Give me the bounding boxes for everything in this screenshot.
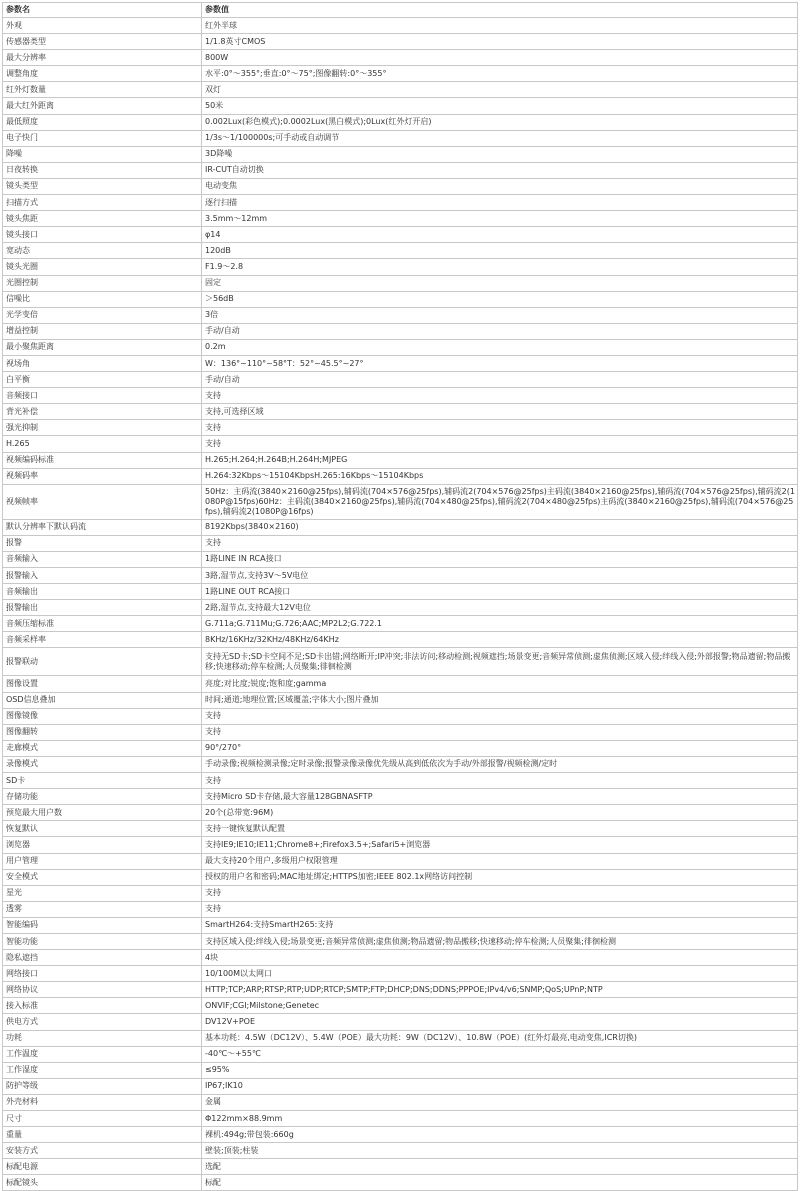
param-value-cell: HTTP;TCP;ARP;RTSP;RTP;UDP;RTCP;SMTP;FTP;DHCP;DNS;DDNS;PPPOE;IPv4/v6;SNMP;QoS;UPnP;NTP [202,982,798,998]
table-row [3,616,798,632]
param-name-cell: 日夜转换 [3,162,202,178]
param-name-cell: 网络接口 [3,966,202,982]
param-name-cell: 防护等级 [3,1078,202,1094]
param-value-cell: DV12V+POE [202,1014,798,1030]
table-row [3,901,798,917]
param-name-cell: 用户管理 [3,853,202,869]
table-row [3,178,798,194]
param-name-cell: 视场角 [3,355,202,371]
param-value-cell: 最大支持20个用户,多级用户权限管理 [202,853,798,869]
table-row [3,468,798,484]
header-param-value: 参数值 [202,3,798,18]
param-name-cell: 传感器类型 [3,34,202,50]
param-value-cell: 手动录像;视频检测录像;定时录像;报警录像录像优先级从高到低依次为手动/外部报警/视频检测/定时 [202,756,798,772]
param-value-cell: 8KHz/16KHz/32KHz/48KHz/64KHz [202,632,798,648]
table-row [3,1143,798,1159]
param-name-cell: 背光补偿 [3,404,202,420]
param-value-cell: 支持 [202,436,798,452]
header-param-name: 参数名 [3,3,202,18]
param-value-cell: 亮度;对比度;锐度;饱和度;gamma [202,676,798,692]
table-row [3,50,798,66]
table-row [3,998,798,1014]
spec-table [2,2,798,1191]
param-name-cell: 最大分辨率 [3,50,202,66]
param-value-cell: ONVIF;CGI;Milstone;Genetec [202,998,798,1014]
param-value-cell: 授权的用户名和密码;MAC地址绑定;HTTPS加密;IEEE 802.1x网络访问控制 [202,869,798,885]
table-row [3,869,798,885]
param-name-cell: 隐私遮挡 [3,950,202,966]
param-name-cell: 镜头焦距 [3,211,202,227]
param-name-cell: 安装方式 [3,1143,202,1159]
param-value-cell: 壁装;顶装;柱装 [202,1143,798,1159]
table-row [3,1030,798,1046]
param-name-cell: 默认分辨率下默认码流 [3,519,202,535]
param-name-cell: 工作湿度 [3,1062,202,1078]
param-value-cell: H.265;H.264;H.264B;H.264H;MJPEG [202,452,798,468]
param-name-cell: H.265 [3,436,202,452]
param-name-cell: 星光 [3,885,202,901]
table-row [3,404,798,420]
table-row [3,436,798,452]
table-row [3,950,798,966]
param-name-cell: 尺寸 [3,1111,202,1127]
table-row [3,853,798,869]
table-row [3,535,798,551]
param-value-cell: 支持 [202,885,798,901]
param-value-cell: 标配 [202,1175,798,1191]
param-name-cell: 网络协议 [3,982,202,998]
table-row [3,676,798,692]
param-name-cell: 供电方式 [3,1014,202,1030]
param-value-cell: 支持IE9;IE10;IE11;Chrome8+;Firefox3.5+;Safari5+浏览器 [202,837,798,853]
param-value-cell: H.264:32Kbps～15104KbpsH.265:16Kbps～15104Kbps [202,468,798,484]
param-value-cell: 支持,可选择区域 [202,404,798,420]
param-value-cell: 1/3s～1/100000s;可手动或自动调节 [202,130,798,146]
table-row [3,821,798,837]
param-value-cell: W：136°~110°~58°T：52°~45.5°~27° [202,355,798,371]
param-name-cell: 录像模式 [3,756,202,772]
table-row [3,1159,798,1175]
param-value-cell: 3路,湿节点,支持3V～5V电位 [202,568,798,584]
param-name-cell: 功耗 [3,1030,202,1046]
param-name-cell: 降噪 [3,146,202,162]
param-name-cell: 报警 [3,535,202,551]
param-value-cell: IR-CUT自动切换 [202,162,798,178]
param-value-cell: 3D降噪 [202,146,798,162]
table-row [3,519,798,535]
param-name-cell: 宽动态 [3,243,202,259]
table-row [3,146,798,162]
param-name-cell: 外观 [3,18,202,34]
param-value-cell: 红外半球 [202,18,798,34]
param-name-cell: 智能功能 [3,933,202,949]
param-value-cell: 电动变焦 [202,178,798,194]
param-name-cell: 光学变倍 [3,307,202,323]
param-value-cell: 20个(总带宽:96M) [202,805,798,821]
param-name-cell: 标配电源 [3,1159,202,1175]
param-name-cell: 智能编码 [3,917,202,933]
table-header-row [3,3,798,18]
table-row [3,452,798,468]
param-name-cell: 报警输出 [3,600,202,616]
table-row [3,933,798,949]
param-name-cell: 视频编码标准 [3,452,202,468]
param-name-cell: 安全模式 [3,869,202,885]
table-row [3,388,798,404]
param-name-cell: 增益控制 [3,323,202,339]
param-name-cell: 红外灯数量 [3,82,202,98]
param-name-cell: 镜头光圈 [3,259,202,275]
table-row [3,789,798,805]
param-value-cell: 0.2m [202,339,798,355]
param-value-cell: 2路,湿节点,支持最大12V电位 [202,600,798,616]
table-row [3,773,798,789]
param-value-cell: 支持无SD卡;SD卡空间不足;SD卡出错;网络断开;IP冲突;非法访问;移动检测;视频遮挡;场景变更;音频异常侦测;虚焦侦测;区域入侵;绊线入侵;外部报警;物品遗留;物品搬移;快速移动;停车检测;人员聚集;徘徊检测 [202,648,798,676]
param-value-cell: 支持 [202,420,798,436]
param-name-cell: 镜头类型 [3,178,202,194]
param-name-cell: 音频输入 [3,551,202,567]
param-value-cell: ＞56dB [202,291,798,307]
param-name-cell: 恢复默认 [3,821,202,837]
param-value-cell: Φ122mm×88.9mm [202,1111,798,1127]
param-value-cell: 基本功耗：4.5W（DC12V）、5.4W（POE）最大功耗：9W（DC12V）、10.8W（POE）(红外灯最亮,电动变焦,ICR切换) [202,1030,798,1046]
param-value-cell: 固定 [202,275,798,291]
param-name-cell: 预览最大用户数 [3,805,202,821]
table-row [3,291,798,307]
param-value-cell: ≤95% [202,1062,798,1078]
table-row [3,323,798,339]
param-value-cell: 支持 [202,724,798,740]
table-row [3,162,798,178]
param-name-cell: 图像设置 [3,676,202,692]
param-name-cell: 报警联动 [3,648,202,676]
table-row [3,372,798,388]
param-name-cell: 音频压缩标准 [3,616,202,632]
param-name-cell: 外壳材料 [3,1094,202,1110]
param-name-cell: SD卡 [3,773,202,789]
param-value-cell: 时间;通道;地理位置;区域覆盖;字体大小;图片叠加 [202,692,798,708]
table-row [3,584,798,600]
param-value-cell: 1/1.8英寸CMOS [202,34,798,50]
param-name-cell: 走廊模式 [3,740,202,756]
param-value-cell: 支持 [202,535,798,551]
table-row [3,740,798,756]
param-value-cell: 8192Kbps(3840×2160) [202,519,798,535]
table-row [3,692,798,708]
param-value-cell: 手动/自动 [202,323,798,339]
spec-table-body [3,18,798,1191]
table-row [3,1078,798,1094]
param-value-cell: -40℃～+55℃ [202,1046,798,1062]
param-value-cell: 支持 [202,388,798,404]
param-name-cell: 标配镜头 [3,1175,202,1191]
table-row [3,568,798,584]
param-value-cell: 金属 [202,1094,798,1110]
param-name-cell: 视频帧率 [3,484,202,519]
param-value-cell: 支持区域入侵;绊线入侵;场景变更;音频异常侦测;虚焦侦测;物品遗留;物品搬移;快速移动;停车检测;人员聚集;徘徊检测 [202,933,798,949]
table-row [3,648,798,676]
table-row [3,805,798,821]
table-row [3,837,798,853]
param-value-cell: 4块 [202,950,798,966]
table-row [3,420,798,436]
param-value-cell: 水平:0°～355°;垂直:0°～75°;图像翻转:0°～355° [202,66,798,82]
param-value-cell: 120dB [202,243,798,259]
param-name-cell: 音频输出 [3,584,202,600]
param-name-cell: 扫描方式 [3,195,202,211]
table-row [3,982,798,998]
table-row [3,1014,798,1030]
param-value-cell: 800W [202,50,798,66]
table-row [3,756,798,772]
table-row [3,708,798,724]
table-row [3,339,798,355]
param-name-cell: 光圈控制 [3,275,202,291]
param-name-cell: 图像镜像 [3,708,202,724]
param-value-cell: 3倍 [202,307,798,323]
param-value-cell: 逐行扫描 [202,195,798,211]
table-row [3,18,798,34]
table-row [3,917,798,933]
table-row [3,724,798,740]
table-row [3,600,798,616]
table-row [3,885,798,901]
param-name-cell: 强光抑制 [3,420,202,436]
table-row [3,1111,798,1127]
param-name-cell: 音频接口 [3,388,202,404]
table-row [3,1062,798,1078]
table-row [3,1094,798,1110]
table-row [3,1046,798,1062]
table-row [3,1175,798,1191]
param-value-cell: 支持一键恢复默认配置 [202,821,798,837]
param-value-cell: 支持 [202,708,798,724]
param-name-cell: 图像翻转 [3,724,202,740]
table-row [3,34,798,50]
param-name-cell: 音频采样率 [3,632,202,648]
param-value-cell: φ14 [202,227,798,243]
param-value-cell: 手动/自动 [202,372,798,388]
table-row [3,243,798,259]
table-row [3,195,798,211]
table-row [3,114,798,130]
table-row [3,98,798,114]
param-name-cell: 最小聚焦距离 [3,339,202,355]
param-name-cell: 存储功能 [3,789,202,805]
param-value-cell: 50米 [202,98,798,114]
param-name-cell: 视频码率 [3,468,202,484]
param-name-cell: 电子快门 [3,130,202,146]
param-value-cell: G.711a;G.711Mu;G.726;AAC;MP2L2;G.722.1 [202,616,798,632]
param-name-cell: 接入标准 [3,998,202,1014]
param-value-cell: SmartH264:支持SmartH265:支持 [202,917,798,933]
param-value-cell: 双灯 [202,82,798,98]
param-value-cell: 1路LINE OUT RCA接口 [202,584,798,600]
table-row [3,551,798,567]
table-row [3,130,798,146]
param-value-cell: 90°/270° [202,740,798,756]
table-row [3,632,798,648]
param-name-cell: OSD信息叠加 [3,692,202,708]
param-name-cell: 调整角度 [3,66,202,82]
param-value-cell: 3.5mm～12mm [202,211,798,227]
table-row [3,211,798,227]
table-row [3,966,798,982]
param-value-cell: 10/100M以太网口 [202,966,798,982]
param-value-cell: 支持 [202,901,798,917]
table-row [3,66,798,82]
param-name-cell: 最低照度 [3,114,202,130]
param-name-cell: 最大红外距离 [3,98,202,114]
param-name-cell: 报警输入 [3,568,202,584]
table-row [3,227,798,243]
table-row [3,82,798,98]
param-name-cell: 浏览器 [3,837,202,853]
param-value-cell: 选配 [202,1159,798,1175]
param-value-cell: IP67;IK10 [202,1078,798,1094]
param-value-cell: 裸机:494g;带包装:660g [202,1127,798,1143]
param-value-cell: F1.9～2.8 [202,259,798,275]
table-row [3,355,798,371]
table-row [3,484,798,519]
param-name-cell: 白平衡 [3,372,202,388]
table-row [3,307,798,323]
param-name-cell: 镜头接口 [3,227,202,243]
param-value-cell: 1路LINE IN RCA接口 [202,551,798,567]
param-name-cell: 透雾 [3,901,202,917]
table-row [3,275,798,291]
param-value-cell: 0.002Lux(彩色模式);0.0002Lux(黑白模式);0Lux(红外灯开启) [202,114,798,130]
param-value-cell: 支持 [202,773,798,789]
param-value-cell: 支持Micro SD卡存储,最大容量128GBNASFTP [202,789,798,805]
table-row [3,259,798,275]
param-name-cell: 工作温度 [3,1046,202,1062]
table-row [3,1127,798,1143]
param-name-cell: 重量 [3,1127,202,1143]
param-name-cell: 信噪比 [3,291,202,307]
param-value-cell: 50Hz：主码流(3840×2160@25fps),辅码流(704×576@25fps),辅码流2(704×576@25fps)主码流(3840×2160@25fps),辅码流(704×576@25fps),辅码流2(1080P@15fps)60Hz：主码流(3840×2160@25fps),辅码流(704×480@25fps),辅码流2(704×480@25fps)主码流(3840×2160@25fps),辅码流(704×576@25fps),辅码流2(1080P@16fps) [202,484,798,519]
